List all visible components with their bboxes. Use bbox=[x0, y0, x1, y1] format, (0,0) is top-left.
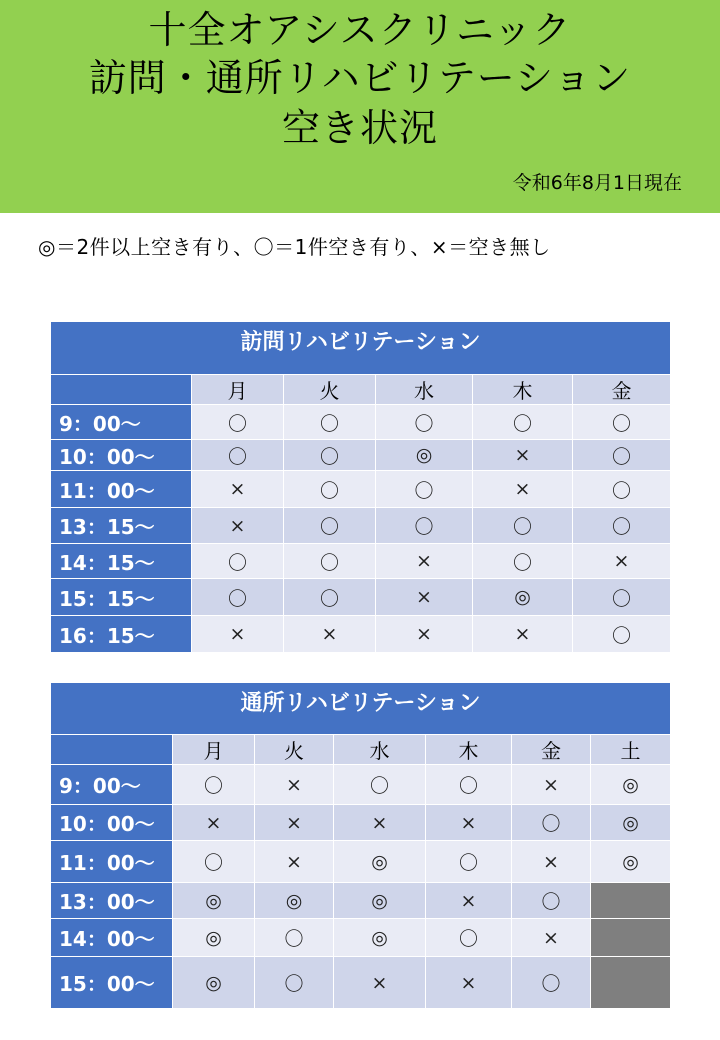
page-title: 空き状況 bbox=[281, 106, 438, 150]
availability-cell: × bbox=[192, 471, 284, 508]
availability-cell: ◎ bbox=[255, 883, 334, 919]
availability-cell: 〇 bbox=[192, 440, 284, 471]
availability-cell: 〇 bbox=[284, 405, 376, 440]
closed-cell bbox=[591, 957, 671, 1009]
availability-cell: × bbox=[426, 805, 512, 841]
availability-cell: 〇 bbox=[473, 405, 573, 440]
availability-cell: ◎ bbox=[591, 805, 671, 841]
time-slot: 16：15～ bbox=[51, 616, 192, 653]
availability-cell: × bbox=[426, 957, 512, 1009]
availability-cell: 〇 bbox=[334, 765, 426, 805]
time-slot: 11：00～ bbox=[51, 841, 173, 883]
table-row bbox=[51, 405, 671, 440]
table-row bbox=[51, 544, 671, 579]
time-slot: 13：15～ bbox=[51, 508, 192, 544]
availability-cell: 〇 bbox=[512, 957, 591, 1009]
table-row bbox=[51, 616, 671, 653]
table-row bbox=[51, 883, 671, 919]
availability-cell: ◎ bbox=[334, 841, 426, 883]
availability-cell: 〇 bbox=[255, 957, 334, 1009]
day-header: 月 bbox=[173, 735, 255, 765]
availability-cell: × bbox=[512, 841, 591, 883]
availability-cell: × bbox=[192, 508, 284, 544]
availability-cell: ◎ bbox=[376, 440, 473, 471]
availability-cell: 〇 bbox=[173, 765, 255, 805]
day-header: 月 bbox=[192, 375, 284, 405]
availability-cell: 〇 bbox=[284, 508, 376, 544]
availability-cell: × bbox=[173, 805, 255, 841]
time-slot: 14：15～ bbox=[51, 544, 192, 579]
availability-cell: 〇 bbox=[512, 805, 591, 841]
corner-cell bbox=[51, 375, 192, 405]
time-slot: 15：15～ bbox=[51, 579, 192, 616]
availability-cell: ◎ bbox=[334, 883, 426, 919]
availability-cell: × bbox=[473, 616, 573, 653]
availability-cell: 〇 bbox=[192, 579, 284, 616]
time-slot: 15：00～ bbox=[51, 957, 173, 1009]
availability-cell: × bbox=[284, 616, 376, 653]
day-header: 水 bbox=[334, 735, 426, 765]
availability-cell: 〇 bbox=[426, 765, 512, 805]
time-slot: 9：00～ bbox=[51, 765, 173, 805]
table-row bbox=[51, 805, 671, 841]
availability-cell: × bbox=[573, 544, 671, 579]
time-slot: 10：00～ bbox=[51, 440, 192, 471]
availability-cell: 〇 bbox=[284, 544, 376, 579]
availability-cell: 〇 bbox=[473, 544, 573, 579]
day-header-row bbox=[51, 735, 671, 765]
availability-cell: 〇 bbox=[473, 508, 573, 544]
home-visit-table bbox=[50, 321, 671, 653]
home-visit-title: 訪問リハビリテーション bbox=[51, 322, 671, 375]
availability-cell: 〇 bbox=[284, 471, 376, 508]
availability-cell: × bbox=[255, 805, 334, 841]
table-caption-row bbox=[51, 322, 671, 375]
availability-cell: 〇 bbox=[192, 544, 284, 579]
availability-cell: 〇 bbox=[573, 405, 671, 440]
table-row bbox=[51, 919, 671, 957]
day-header: 火 bbox=[284, 375, 376, 405]
header-banner bbox=[0, 0, 720, 213]
day-header: 水 bbox=[376, 375, 473, 405]
table-row bbox=[51, 579, 671, 616]
availability-cell: 〇 bbox=[255, 919, 334, 957]
table-row bbox=[51, 440, 671, 471]
availability-cell: × bbox=[192, 616, 284, 653]
day-header: 土 bbox=[591, 735, 671, 765]
day-header: 金 bbox=[512, 735, 591, 765]
availability-cell: 〇 bbox=[284, 440, 376, 471]
availability-cell: ◎ bbox=[173, 957, 255, 1009]
availability-cell: ◎ bbox=[591, 765, 671, 805]
table-row bbox=[51, 508, 671, 544]
availability-cell: ◎ bbox=[473, 579, 573, 616]
availability-cell: × bbox=[334, 805, 426, 841]
availability-cell: 〇 bbox=[173, 841, 255, 883]
time-slot: 9：00～ bbox=[51, 405, 192, 440]
availability-cell: ◎ bbox=[173, 919, 255, 957]
clinic-name: 十全オアシスクリニック bbox=[148, 8, 572, 52]
availability-cell: × bbox=[473, 471, 573, 508]
availability-cell: × bbox=[512, 919, 591, 957]
day-header: 金 bbox=[573, 375, 671, 405]
availability-cell: × bbox=[376, 579, 473, 616]
as-of-date: 令和6年8月1日現在 bbox=[512, 172, 682, 194]
availability-cell: 〇 bbox=[376, 471, 473, 508]
availability-cell: × bbox=[376, 544, 473, 579]
day-care-table bbox=[50, 682, 671, 1009]
availability-cell: ◎ bbox=[591, 841, 671, 883]
availability-cell: ◎ bbox=[334, 919, 426, 957]
table-caption-row bbox=[51, 683, 671, 735]
availability-cell: × bbox=[255, 765, 334, 805]
closed-cell bbox=[591, 883, 671, 919]
table-row bbox=[51, 841, 671, 883]
time-slot: 14：00～ bbox=[51, 919, 173, 957]
table-row bbox=[51, 765, 671, 805]
time-slot: 11：00～ bbox=[51, 471, 192, 508]
availability-cell: × bbox=[473, 440, 573, 471]
availability-cell: 〇 bbox=[426, 919, 512, 957]
availability-cell: 〇 bbox=[573, 579, 671, 616]
legend-text: ◎＝2件以上空き有り、〇＝1件空き有り、×＝空き無し bbox=[38, 235, 551, 259]
corner-cell bbox=[51, 735, 173, 765]
availability-cell: 〇 bbox=[426, 841, 512, 883]
availability-cell: 〇 bbox=[573, 471, 671, 508]
day-header-row bbox=[51, 375, 671, 405]
availability-cell: × bbox=[255, 841, 334, 883]
availability-cell: 〇 bbox=[573, 508, 671, 544]
availability-cell: 〇 bbox=[573, 440, 671, 471]
availability-cell: 〇 bbox=[512, 883, 591, 919]
availability-cell: 〇 bbox=[192, 405, 284, 440]
time-slot: 13：00～ bbox=[51, 883, 173, 919]
day-header: 火 bbox=[255, 735, 334, 765]
service-name: 訪問・通所リハビリテーション bbox=[88, 56, 632, 100]
time-slot: 10：00～ bbox=[51, 805, 173, 841]
availability-cell: 〇 bbox=[376, 405, 473, 440]
availability-cell: 〇 bbox=[284, 579, 376, 616]
availability-cell: 〇 bbox=[376, 508, 473, 544]
table-row bbox=[51, 471, 671, 508]
day-care-title: 通所リハビリテーション bbox=[51, 683, 671, 735]
day-header: 木 bbox=[426, 735, 512, 765]
availability-cell: 〇 bbox=[573, 616, 671, 653]
closed-cell bbox=[591, 919, 671, 957]
table-row bbox=[51, 957, 671, 1009]
day-header: 木 bbox=[473, 375, 573, 405]
availability-cell: ◎ bbox=[173, 883, 255, 919]
availability-cell: × bbox=[334, 957, 426, 1009]
availability-cell: × bbox=[426, 883, 512, 919]
availability-cell: × bbox=[376, 616, 473, 653]
availability-cell: × bbox=[512, 765, 591, 805]
